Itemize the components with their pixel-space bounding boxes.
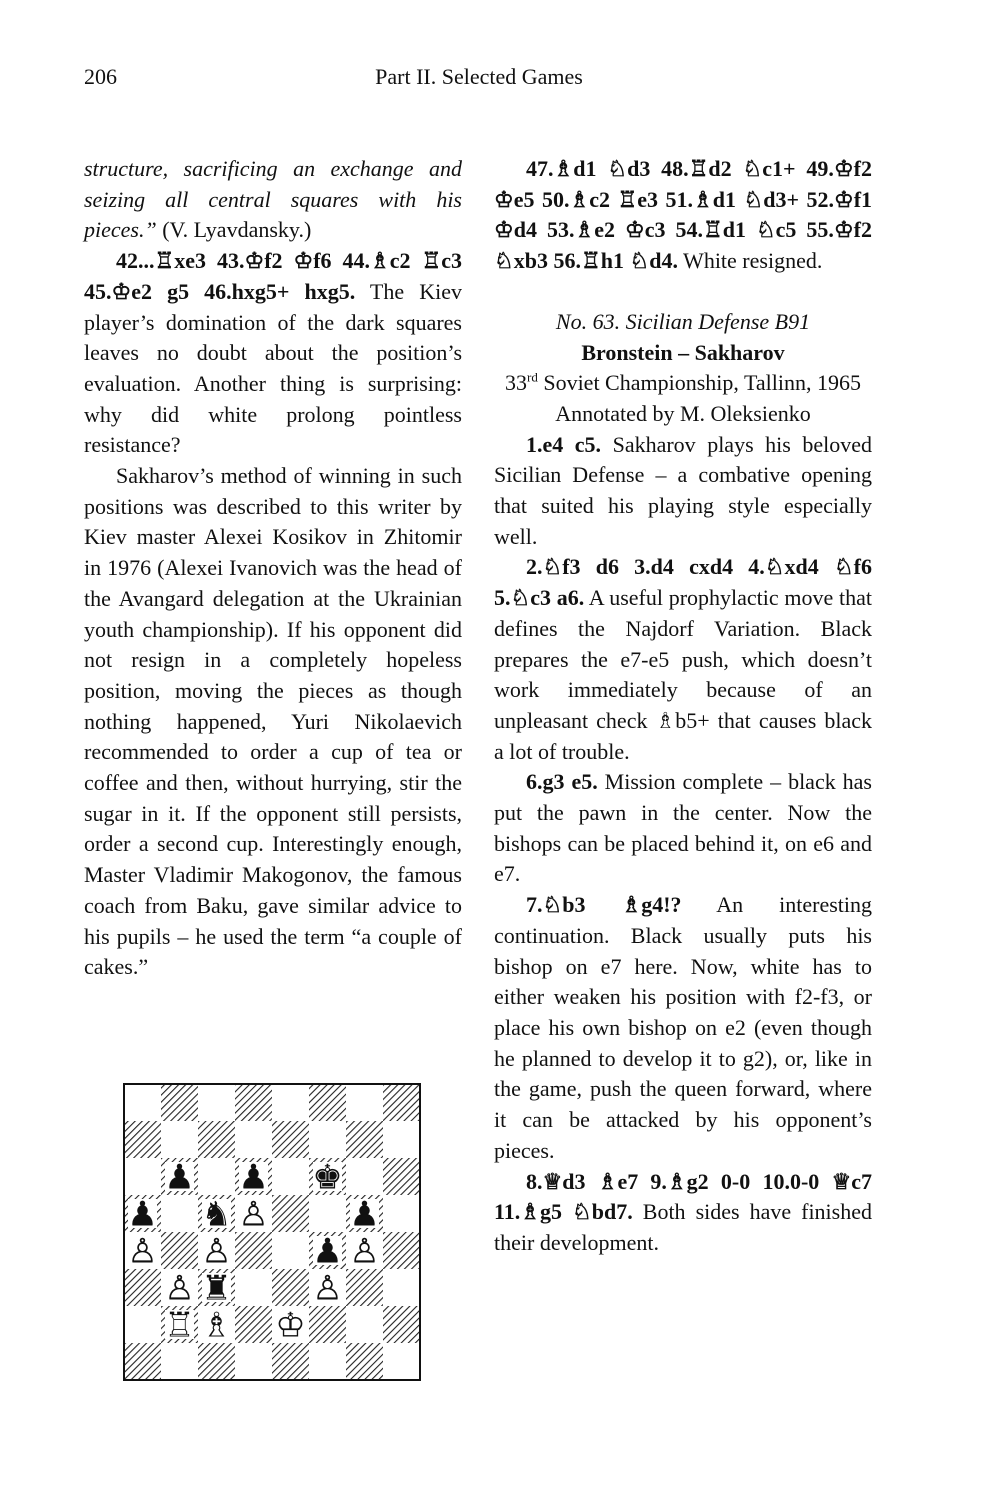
dark-square bbox=[383, 1232, 420, 1269]
light-square bbox=[383, 1343, 420, 1380]
light-square bbox=[346, 1158, 383, 1195]
dark-square bbox=[124, 1269, 161, 1306]
light-square bbox=[124, 1158, 161, 1195]
game-title: No. 63. Sicilian Defense B91 bbox=[555, 308, 811, 334]
rook-icon: ♖ bbox=[688, 156, 709, 181]
black-rook-icon: ♜ bbox=[201, 1268, 232, 1309]
white-pawn-icon: ♙ bbox=[164, 1268, 195, 1309]
chess-board bbox=[123, 1083, 421, 1381]
dark-square bbox=[383, 1306, 420, 1343]
rook-icon: ♖ bbox=[421, 248, 442, 274]
knight-icon: ♘ bbox=[510, 585, 531, 611]
king-icon: ♔ bbox=[833, 217, 854, 243]
dark-square bbox=[198, 1343, 235, 1380]
queen-icon: ♕ bbox=[542, 1168, 563, 1194]
light-square bbox=[272, 1158, 309, 1195]
bishop-icon: ♗ bbox=[569, 186, 590, 212]
right-column bbox=[494, 154, 872, 1259]
paragraph-moves-7: 7.♘b3 ♗g4!? An interesting continuation. Black usually puts his bishop on e7 here. Now, white has to either weaken his position with f2-f3, or place his own bishop on e2 (even though he planned to develop it to g2), or, like in the game, push the queen forward, where it can be attacked by his opponent’s pieces. bbox=[494, 892, 872, 1163]
rook-icon: ♖ bbox=[702, 217, 723, 243]
knight-icon: ♘ bbox=[494, 248, 514, 274]
bishop-icon: ♗ bbox=[666, 1168, 687, 1194]
paragraph-moves-47: 47.♗d1 ♘d3 48.♖d2 ♘c1+ 49.♔f2 ♔e5 50.♗c2 ♖e3 51.♗d1 ♘d3+ 52.♔f1 ♔d4 53.♗e2 ♔c3 54.♖d1 ♘c5 55.♔f2 ♘xb3 56.♖h1 ♘d4. White resigned. bbox=[494, 156, 873, 274]
light-square bbox=[383, 1195, 420, 1232]
bishop-icon: ♗ bbox=[370, 248, 390, 274]
dark-square bbox=[272, 1195, 309, 1232]
knight-icon: ♘ bbox=[764, 554, 785, 580]
game-annotator: Annotated by M. Oleksienko bbox=[555, 400, 811, 426]
black-knight-icon: ♞ bbox=[201, 1194, 232, 1235]
light-square bbox=[124, 1306, 161, 1343]
black-pawn-icon: ♟ bbox=[127, 1194, 158, 1235]
white-pawn-icon: ♙ bbox=[312, 1268, 343, 1309]
light-square bbox=[161, 1195, 198, 1232]
light-square bbox=[346, 1306, 383, 1343]
rook-icon: ♖ bbox=[154, 248, 175, 274]
dark-square bbox=[161, 1084, 198, 1121]
light-square bbox=[198, 1084, 235, 1121]
queen-icon: ♕ bbox=[831, 1168, 852, 1194]
bishop-icon: ♗ bbox=[655, 707, 676, 733]
bishop-icon: ♗ bbox=[621, 892, 642, 918]
dark-square bbox=[235, 1084, 272, 1121]
white-pawn-icon: ♙ bbox=[349, 1231, 380, 1272]
king-icon: ♔ bbox=[111, 278, 132, 304]
white-pawn-icon: ♙ bbox=[127, 1231, 158, 1272]
black-king-icon: ♚ bbox=[312, 1157, 343, 1198]
paragraph-moves-8: 8.♕d3 ♗e7 9.♗g2 0-0 10.0-0 ♕c7 11.♗g5 ♘bd7. Both sides have finished their development. bbox=[494, 1168, 872, 1255]
chess-diagram bbox=[123, 1083, 421, 1381]
light-square bbox=[161, 1121, 198, 1158]
paragraph: Sakharov’s method of winning in such positions was described to this writer by Kiev master Alexei Kosikov in Zhitomir in 1976 (Alexei Ivanovich was the head of the Avangard delegation at the Ukrainian youth championship). If his opponent did not resign in a completely hopeless position, moving the pieces as though nothing happened, Yuri Nikolaevich recommended to order a cup of tea or coffee and then, without hurrying, stir the sugar in it. If the opponent still persists, order a second cup. Interestingly enough, Master Vladimir Makogonov, the famous coach from Baku, gave similar advice to his pupils – he used the term “a couple of cakes.” bbox=[84, 463, 462, 980]
knight-icon: ♘ bbox=[542, 892, 563, 918]
knight-icon: ♘ bbox=[743, 186, 764, 212]
king-icon: ♔ bbox=[494, 186, 514, 212]
paragraph-moves-1: 1.e4 c5. Sakharov plays his beloved Sicilian Defense – a combative opening that suited his playing style especially well. bbox=[494, 431, 872, 549]
dark-square bbox=[161, 1232, 198, 1269]
king-icon: ♔ bbox=[624, 217, 645, 243]
dark-square bbox=[235, 1232, 272, 1269]
rook-icon: ♖ bbox=[580, 248, 601, 274]
king-icon: ♔ bbox=[833, 156, 854, 181]
knight-icon: ♘ bbox=[629, 248, 650, 274]
light-square bbox=[272, 1084, 309, 1121]
bishop-icon: ♗ bbox=[693, 186, 713, 212]
light-square bbox=[124, 1084, 161, 1121]
knight-icon: ♘ bbox=[542, 554, 563, 580]
light-square bbox=[235, 1121, 272, 1158]
running-title: Part II. Selected Games bbox=[375, 64, 583, 89]
knight-icon: ♘ bbox=[572, 1199, 592, 1225]
bishop-icon: ♗ bbox=[574, 217, 595, 243]
knight-icon: ♘ bbox=[607, 156, 628, 181]
paragraph-moves-42: 42...♖xe3 43.♔f2 ♔f6 44.♗c2 ♖c3 45.♔e2 g5 46.hxg5+ hxg5. The Kiev player’s domination of the dark squares leaves no doubt about the position’s evaluation. Another thing is surprising: why did white prolong pointless resistance? bbox=[84, 248, 462, 458]
page-header bbox=[84, 64, 874, 100]
white-king-icon: ♔ bbox=[275, 1305, 306, 1346]
black-pawn-icon: ♟ bbox=[349, 1194, 380, 1235]
black-pawn-icon: ♟ bbox=[312, 1231, 343, 1272]
king-icon: ♔ bbox=[244, 248, 265, 274]
light-square bbox=[272, 1232, 309, 1269]
knight-icon: ♘ bbox=[755, 217, 776, 243]
king-icon: ♔ bbox=[494, 217, 514, 243]
dark-square bbox=[272, 1343, 309, 1380]
light-square bbox=[161, 1343, 198, 1380]
white-pawn-icon: ♙ bbox=[201, 1231, 232, 1272]
dark-square bbox=[346, 1269, 383, 1306]
light-square bbox=[309, 1121, 346, 1158]
light-square bbox=[309, 1195, 346, 1232]
dark-square bbox=[198, 1121, 235, 1158]
black-pawn-icon: ♟ bbox=[164, 1157, 195, 1198]
light-square bbox=[235, 1343, 272, 1380]
bishop-icon: ♗ bbox=[553, 156, 574, 181]
paragraph: structure, sacrificing an exchange and seizing all central squares with his pieces.” (V. Lyavdansky.) bbox=[84, 156, 462, 243]
bishop-icon: ♗ bbox=[597, 1168, 618, 1194]
light-square bbox=[383, 1121, 420, 1158]
dark-square bbox=[383, 1158, 420, 1195]
bishop-icon: ♗ bbox=[520, 1199, 541, 1225]
game-event: 33rd Soviet Championship, Tallinn, 1965 bbox=[504, 369, 861, 396]
king-icon: ♔ bbox=[833, 186, 854, 212]
dark-square bbox=[272, 1121, 309, 1158]
light-square bbox=[309, 1343, 346, 1380]
king-icon: ♔ bbox=[293, 248, 314, 274]
dark-square bbox=[309, 1084, 346, 1121]
spacer bbox=[494, 277, 872, 307]
dark-square bbox=[272, 1269, 309, 1306]
game-players: Bronstein – Sakharov bbox=[581, 339, 785, 365]
page-number: 206 bbox=[84, 64, 117, 89]
knight-icon: ♘ bbox=[833, 554, 854, 580]
left-column bbox=[84, 154, 462, 983]
white-rook-icon: ♖ bbox=[164, 1305, 195, 1346]
dark-square bbox=[124, 1343, 161, 1380]
white-pawn-icon: ♙ bbox=[238, 1194, 269, 1235]
white-bishop-icon: ♗ bbox=[201, 1305, 232, 1346]
light-square bbox=[235, 1269, 272, 1306]
dark-square bbox=[235, 1306, 272, 1343]
paragraph-moves-2: 2.♘f3 d6 3.d4 cxd4 4.♘xd4 ♘f6 5.♘c3 a6. A useful prophylactic move that defines the Najdorf Variation. Black prepares the e7-e5 push, which doesn’t work immediately because of an unpleasant check ♗b5+ that causes black a lot of trouble. bbox=[494, 554, 872, 764]
dark-square bbox=[346, 1121, 383, 1158]
light-square bbox=[383, 1269, 420, 1306]
black-pawn-icon: ♟ bbox=[238, 1157, 269, 1198]
dark-square bbox=[124, 1121, 161, 1158]
light-square bbox=[198, 1158, 235, 1195]
paragraph-moves-6: 6.g3 e5. Mission complete – black has put the pawn in the center. Now the bishops can be placed behind it, on e6 and e7. bbox=[494, 769, 872, 887]
light-square bbox=[346, 1084, 383, 1121]
dark-square bbox=[309, 1306, 346, 1343]
dark-square bbox=[383, 1084, 420, 1121]
knight-icon: ♘ bbox=[742, 156, 763, 181]
dark-square bbox=[346, 1343, 383, 1380]
rook-icon: ♖ bbox=[617, 186, 638, 212]
